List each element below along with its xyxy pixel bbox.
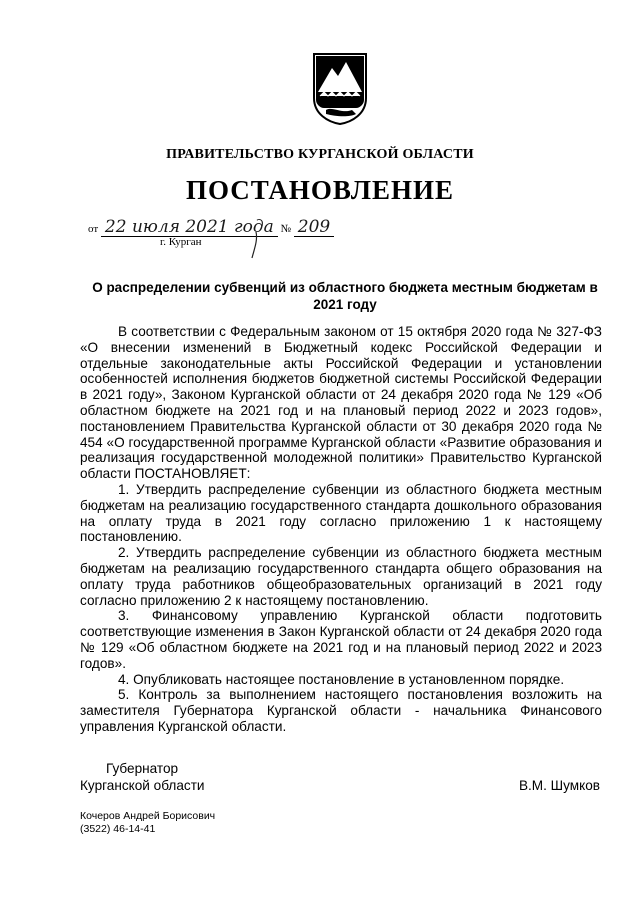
- preamble-paragraph: В соответствии с Федеральным законом от 15 октября 2020 года № 327-ФЗ «О внесении изменений в Бюджетный кодекс Российской Федерации и отдельные законодательные акты Российской Федерации и установлении особенностей исполнения бюджетов бюджетной системы Российской Федерации в 2021 году», Законом Курганской области от 24 декабря 2020 года № 129 «Об областном бюджете на 2021 год и на плановый период 2022 и 2023 годов», постановлением Правительства Курганской области от 30 декабря 2020 года № 454 «О государственной программе Курганской области «Развитие образования и реализация государственной молодежной политики» Правительство Курганской области ПОСТАНОВЛЯЕТ:: [80, 324, 602, 482]
- document-type-title: ПОСТАНОВЛЕНИЕ: [185, 175, 455, 205]
- signatory-title: [80, 760, 205, 794]
- date-handwritten: 22 июля 2021 года: [101, 218, 278, 237]
- contact-phone: (3522) 46-14-41: [80, 823, 156, 835]
- signatory-title-line1: Губернатор: [106, 761, 179, 776]
- contact-block: [80, 810, 215, 836]
- government-name: ПРАВИТЕЛЬСТВО КУРГАНСКОЙ ОБЛАСТИ: [166, 147, 474, 162]
- clause-5: 5. Контроль за выполнением настоящего постановления возложить на заместителя Губернатора Курганской области - начальника Финансового управления Курганской области.: [80, 687, 602, 734]
- signatory-name: В.М. Шумков: [518, 778, 600, 793]
- number-handwritten: 209: [294, 218, 334, 237]
- city-label: г. Курган: [160, 236, 202, 248]
- coat-of-arms-emblem: [312, 52, 368, 126]
- clause-1: 1. Утвердить распределение субвенции из областного бюджета местным бюджетам на реализацию государственного стандарта дошкольного образования на оплату труда в 2021 году согласно приложению 1 к настоящему постановлению.: [80, 481, 602, 545]
- handwritten-stroke: [248, 230, 262, 260]
- date-prefix: от: [88, 223, 99, 235]
- document-subject: О распределении субвенций из областного бюджета местным бюджетам в 2021 году: [92, 280, 598, 312]
- date-number-line: [88, 218, 334, 237]
- number-prefix: №: [280, 223, 292, 235]
- clause-4: 4. Опубликовать настоящее постановление в установленном порядке.: [118, 671, 565, 687]
- contact-name: Кочеров Андрей Борисович: [80, 810, 216, 822]
- clause-3: 3. Финансовому управлению Курганской области подготовить соответствующие изменения в Закон Курганской области от 24 декабря 2020 года № 129 «Об областном бюджете на 2021 год и на плановый период 2022 и 2023 годов».: [80, 608, 602, 671]
- signatory-title-line2: Курганской области: [80, 778, 205, 793]
- clause-2: 2. Утвердить распределение субвенции из областного бюджета местным бюджетам на реализацию государственного стандарта общего образования на оплату труда работников общеобразовательных организаций в 2021 году согласно приложению 2 к настоящему постановлению.: [80, 545, 602, 608]
- document-body: [80, 324, 602, 735]
